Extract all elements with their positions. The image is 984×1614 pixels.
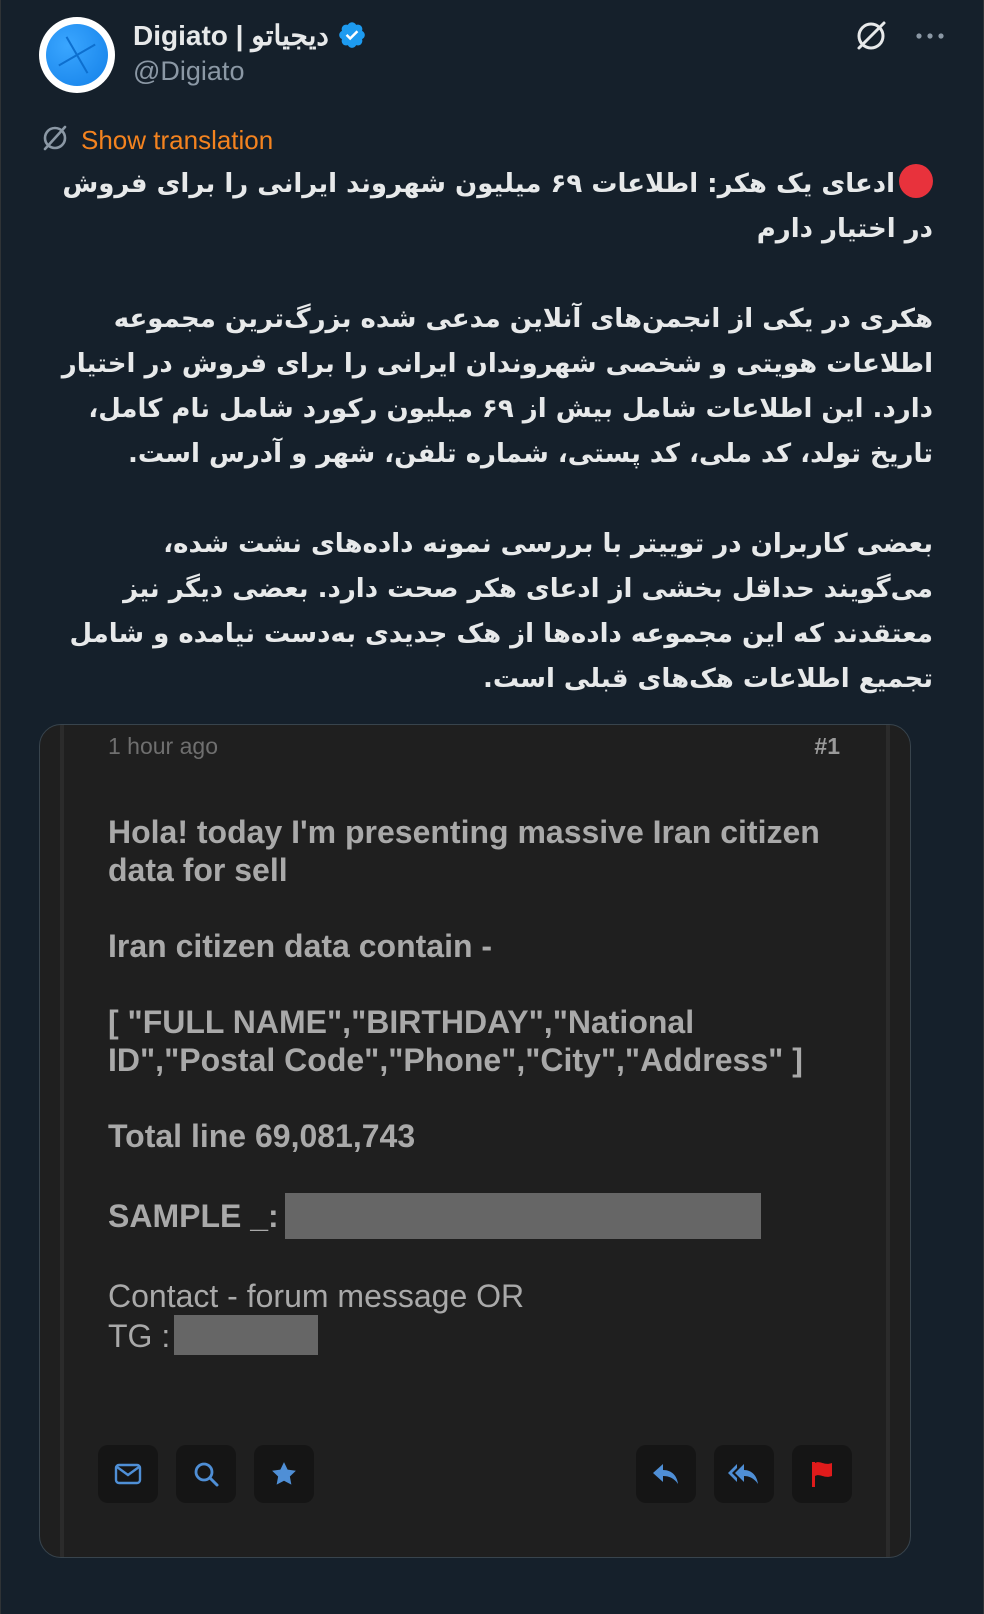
tg-line (108, 1315, 848, 1355)
star-button[interactable] (254, 1445, 314, 1503)
avatar[interactable] (39, 17, 115, 93)
forum-post-time: 1 hour ago (108, 733, 218, 759)
forum-post-sample (108, 1193, 848, 1239)
post-border-right (886, 725, 890, 1557)
forum-right-buttons (636, 1445, 852, 1503)
report-button[interactable] (792, 1445, 852, 1503)
star-icon (269, 1459, 299, 1489)
author-handle[interactable]: @Digiato (133, 56, 245, 86)
more-icon[interactable] (915, 31, 945, 41)
reply-all-icon (727, 1461, 761, 1487)
translate-icon (41, 124, 69, 156)
redacted-block (174, 1315, 318, 1355)
forum-left-buttons (98, 1445, 314, 1503)
forum-post-line-1: Hola! today I'm presenting massive Iran citizen data for sell (108, 814, 820, 888)
sample-label: SAMPLE _: (108, 1198, 279, 1234)
forum-post-line-3: [ "FULL NAME","BIRTHDAY","National ID","Postal Code","Phone","City","Address" ] (108, 1004, 803, 1078)
red-circle-icon (899, 164, 933, 198)
reply-icon (651, 1461, 681, 1487)
header-actions (853, 18, 945, 54)
tweet-paragraph-1: هکری در یکی از انجمن‌های آنلاین مدعی شده بزرگ‌ترین مجموعه اطلاعات هویتی و شخصی شهروندان ایرانی را برای فروش در اختیار دارد. این اطلاعات شامل بیش از ۶۹ میلیون رکورد شامل نام کامل، تاریخ تولد، کد ملی، کد پستی، شماره تلفن، شهر و آدرس است. (61, 304, 933, 469)
tweet-title-text: ادعای یک هکر: اطلاعات ۶۹ میلیون شهروند ایرانی را برای فروش در اختیار دارم (62, 169, 933, 244)
redacted-block (285, 1193, 761, 1239)
show-translation-label[interactable]: Show translation (81, 124, 274, 155)
attached-image[interactable] (39, 724, 911, 1558)
mail-icon (114, 1462, 142, 1486)
reply-button[interactable] (636, 1445, 696, 1503)
tg-label: TG : (108, 1318, 171, 1354)
flag-icon (808, 1459, 836, 1489)
forum-post-number: #1 (814, 733, 840, 759)
reply-all-button[interactable] (714, 1445, 774, 1503)
tweet-title (51, 162, 933, 252)
forum-post-body (108, 813, 848, 1355)
forum-post-actions (98, 1445, 852, 1503)
display-name[interactable]: Digiato | دیجیاتو (133, 19, 329, 51)
show-translation-link[interactable] (41, 124, 273, 156)
post-border-left (60, 725, 64, 1557)
tweet-text (51, 162, 933, 702)
verified-badge-icon (337, 20, 367, 50)
contact-line: Contact - forum message OR (108, 1278, 525, 1314)
forum-post-line-2: Iran citizen data contain - (108, 928, 493, 964)
forum-post-contact (108, 1277, 848, 1355)
search-icon (192, 1460, 220, 1488)
tweet-paragraph-2: بعضی کاربران در توییتر با بررسی نمونه داده‌های نشت شده، می‌گویند حداقل بخشی از ادعای هکر صحت دارد. بعضی دیگر نیز معتقدند که این مجموعه داده‌ها از هک جدیدی به‌دست نیامده و شامل تجمیع اطلاعات هک‌های قبلی است. (69, 529, 933, 694)
grok-icon[interactable] (853, 18, 889, 54)
forum-post-line-4: Total line 69,081,743 (108, 1118, 416, 1154)
search-button[interactable] (176, 1445, 236, 1503)
digiato-logo-icon (46, 24, 108, 86)
author-name-row (133, 18, 367, 52)
mail-button[interactable] (98, 1445, 158, 1503)
